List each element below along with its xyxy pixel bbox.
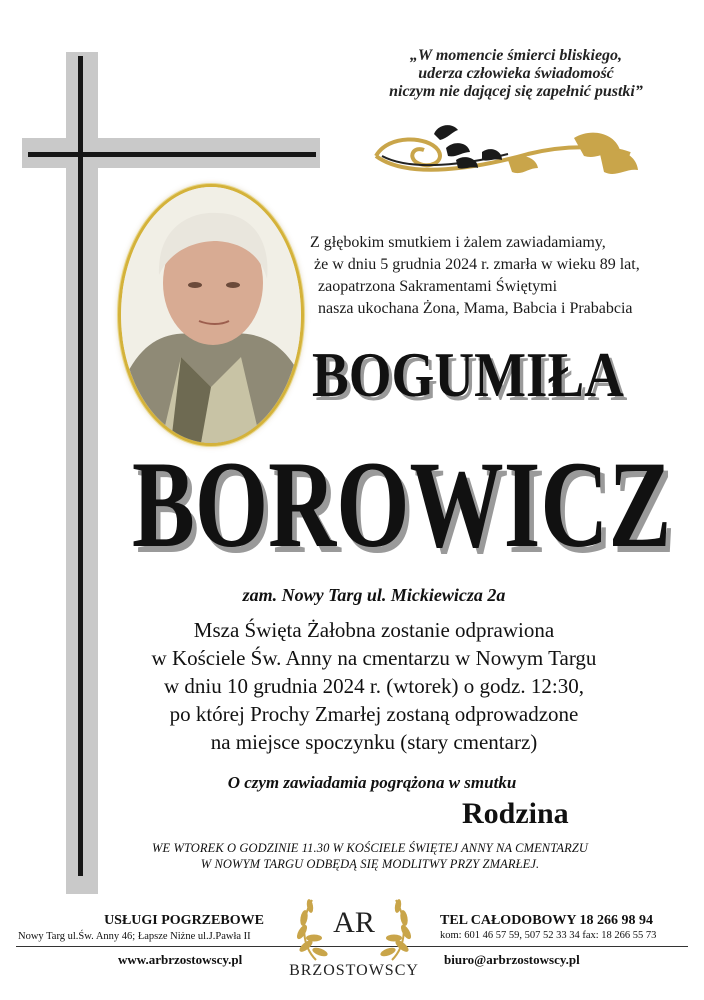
intro-line: że w dniu 5 grudnia 2024 r. zmarła w wieku 89 lat, (314, 256, 640, 273)
family-signature: Rodzina (462, 797, 569, 830)
phone-number: TEL CAŁODOBOWY 18 266 98 94 (440, 913, 654, 928)
informs-block (0, 772, 704, 794)
contact-numbers: kom: 601 46 57 59, 507 52 33 34 fax: 18 266 55 73 (440, 930, 657, 941)
mass-line: w dniu 10 grudnia 2024 r. (wtorek) o godz. 12:30, (164, 674, 584, 698)
intro-line: nasza ukochana Żona, Mama, Babcia i Prababcia (318, 300, 633, 317)
company-name: USŁUGI POGRZEBOWE (104, 913, 264, 928)
notice-line: W NOWYM TARGU ODBĘDĄ SIĘ MODLITWY PRZY ZMARŁEJ. (200, 857, 540, 871)
company-address: Nowy Targ ul.Św. Anny 46; Łapsze Niżne ul.J.Pawła II (18, 931, 251, 942)
deceased-first-name: BOGUMIŁA (312, 339, 624, 410)
deceased-address: zam. Nowy Targ ul. Mickiewicza 2a (242, 585, 506, 605)
portrait-image (121, 187, 301, 443)
quote-line: uderza człowieka świadomość (418, 65, 614, 82)
informs-text: O czym zawiadamia pogrążona w smutku (227, 773, 517, 792)
intro-text (300, 232, 660, 320)
deceased-address-block (0, 584, 704, 606)
company-logo (276, 886, 432, 996)
portrait-photo (118, 184, 304, 446)
logo-initials: AR (333, 906, 375, 939)
logo-name: BRZOSTOWSCY (289, 962, 419, 979)
quote-line: niczym nie dającej się zapełnić pustki” (389, 83, 643, 100)
vine-leaves-ornament (368, 120, 648, 192)
deceased-last-name: BOROWICZ (132, 436, 672, 573)
quote (356, 47, 676, 101)
email-link[interactable]: biuro@arbrzostowscy.pl (444, 952, 580, 967)
cross-black-horizontal (28, 152, 316, 157)
intro-line: zaopatrzona Sakramentami Świętymi (318, 278, 558, 295)
prayer-notice (0, 840, 704, 872)
intro-line: Z głębokim smutkiem i żalem zawiadamiamy, (310, 234, 606, 251)
quote-line: „W momencie śmierci bliskiego, (409, 47, 623, 64)
mass-line: po której Prochy Zmarłej zostaną odprowadzone (169, 702, 579, 726)
website-link[interactable]: www.arbrzostowscy.pl (118, 952, 243, 967)
funeral-mass-info (0, 616, 704, 756)
mass-line: Msza Święta Żałobna zostanie odprawiona (193, 618, 555, 642)
mass-line: w Kościele Św. Anny na cmentarzu w Nowym Targu (151, 646, 597, 670)
mass-line: na miejsce spoczynku (stary cmentarz) (210, 730, 538, 754)
notice-line: WE WTOREK O GODZINIE 11.30 W KOŚCIELE ŚWIĘTEJ ANNY NA CMENTARZU (151, 841, 589, 855)
